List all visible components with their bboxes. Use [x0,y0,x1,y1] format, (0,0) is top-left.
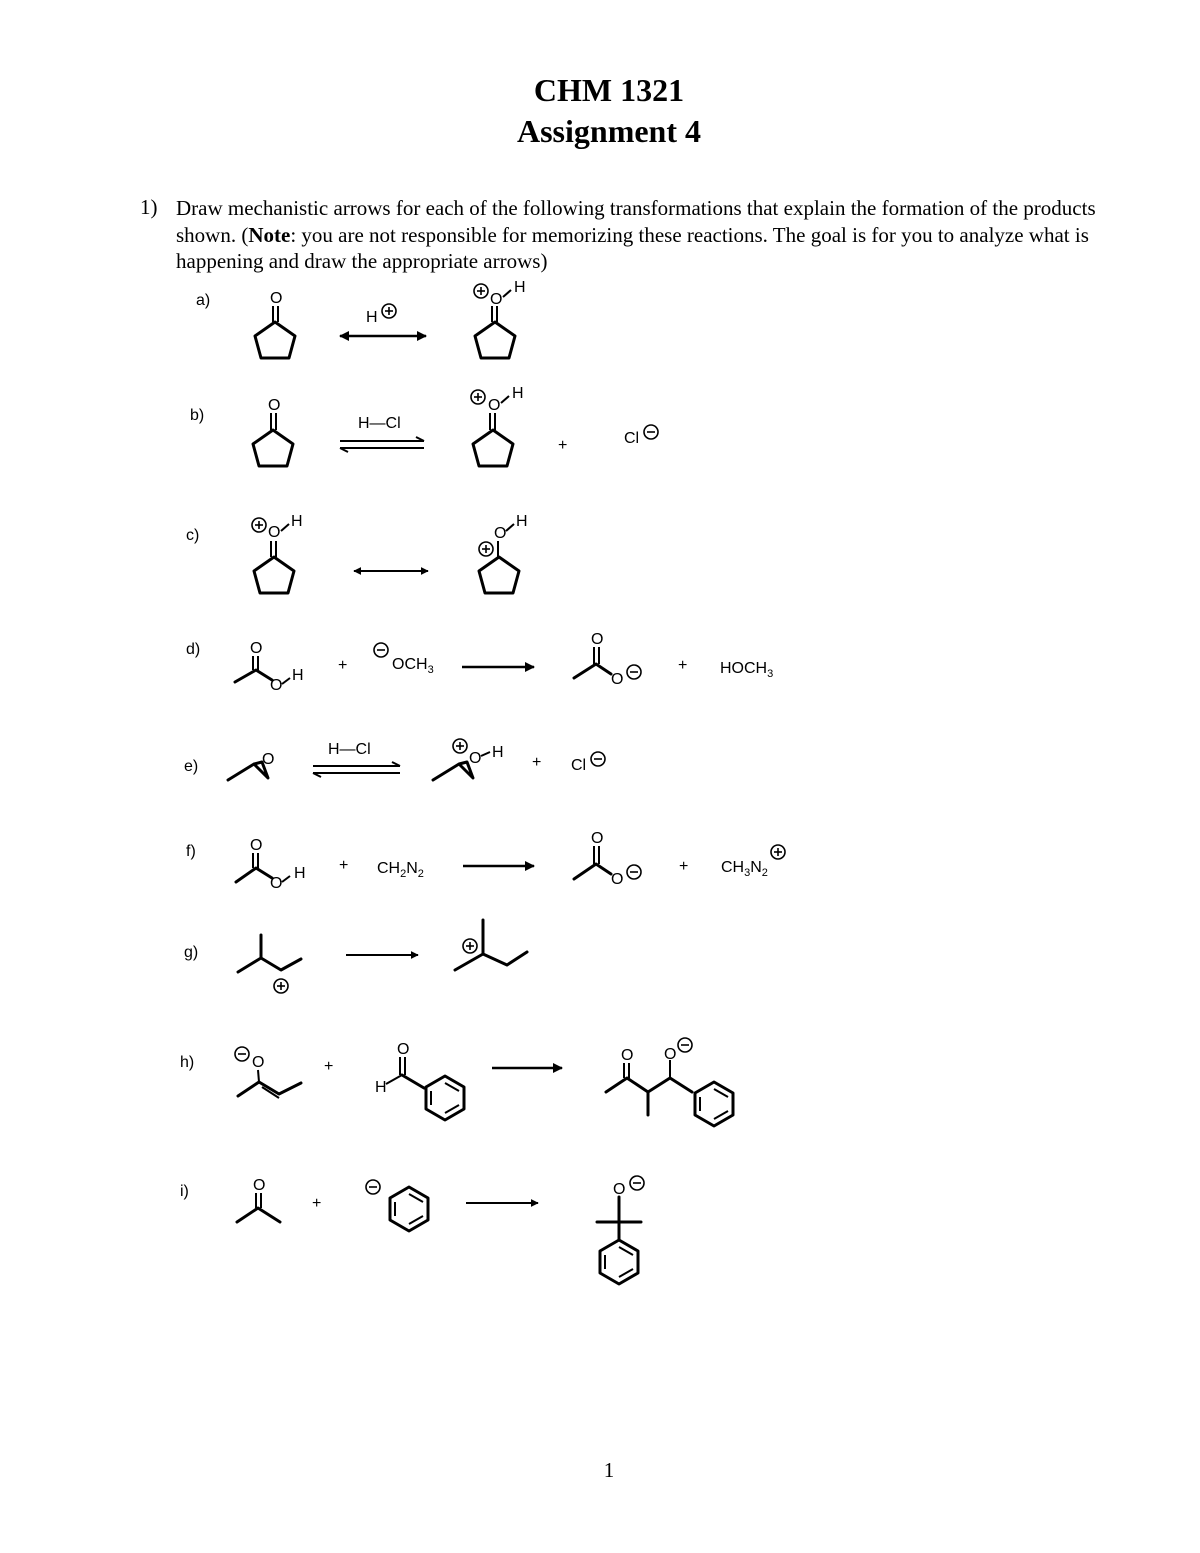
hydrogen-atom: H [492,744,504,761]
chloride-ion: Cl [624,430,640,447]
methoxide: $OCH_3$ [392,656,434,676]
plus-sign: + [678,657,688,674]
hydrogen-atom: H [516,513,528,530]
plus-charge-icon [471,390,485,404]
methyldiazonium: $CH_3N_2$ [721,859,768,879]
minus-charge-icon [366,1180,380,1194]
reaction-e [184,739,605,780]
oxygen-atom: O [591,631,604,648]
note-label: Note [248,222,291,247]
oxygen-atom: O [397,1041,410,1058]
reaction-c [186,513,528,593]
minus-charge-icon [678,1038,692,1052]
reagent-a: H [366,309,378,326]
oxygen-atom: O [250,837,263,854]
diazomethane: $CH_2N_2$ [377,860,424,880]
question-text-end: : you are not responsible for memorizing these reactions. The goal is for you to analyze what is happening and draw the appropriate arrows) [176,222,1089,273]
hydrogen-atom: H [291,513,303,530]
minus-charge-icon [627,865,641,879]
plus-charge-icon [382,304,396,318]
chloride-ion: Cl [571,757,587,774]
hydrogen-atom: H [292,667,304,684]
oxygen-atom: O [613,1181,626,1198]
oxygen-atom: O [262,751,275,768]
plus-sign: + [339,857,349,874]
reaction-i [180,1176,644,1284]
oxygen-atom: O [494,525,507,542]
minus-charge-icon [374,643,388,657]
minus-charge-icon [235,1047,249,1061]
reaction-label-e: e) [184,758,199,775]
oxygen-atom: O [591,830,604,847]
reagent-b: H—Cl [358,415,401,432]
reaction-label-a: a) [196,292,211,309]
reaction-label-c: c) [186,527,200,544]
page-number: 1 [603,1458,615,1482]
oxygen-atom: O [270,677,283,694]
reaction-label-h: h) [180,1054,195,1071]
plus-charge-icon [771,845,785,859]
hydrogen-atom: H [375,1079,387,1096]
reaction-label-f: f) [186,843,196,860]
reaction-a [196,279,526,358]
reaction-h [180,1038,733,1126]
plus-charge-icon [474,284,488,298]
minus-charge-icon [644,425,658,439]
plus-charge-icon [274,979,288,993]
oxygen-atom: O [252,1054,265,1071]
plus-charge-icon [463,939,477,953]
oxygen-atom: O [268,397,281,414]
plus-charge-icon [479,542,493,556]
oxygen-atom: O [621,1047,634,1064]
oxygen-atom: O [253,1177,266,1194]
reaction-d [186,631,773,694]
methanol: $HOCH_3$ [720,660,774,680]
assignment-title: Assignment 4 [516,113,701,149]
minus-charge-icon [630,1176,644,1190]
course-title: CHM 1321 [533,72,685,108]
reaction-label-g: g) [184,944,199,961]
reaction-g [184,920,527,993]
oxygen-atom: O [250,640,263,657]
oxygen-atom: O [490,291,503,308]
plus-charge-icon [453,739,467,753]
question-number: 1) [140,195,158,219]
plus-sign: + [312,1195,322,1212]
oxygen-atom: O [469,750,482,767]
plus-sign: + [338,657,348,674]
plus-sign: + [324,1058,334,1075]
oxygen-atom: O [611,671,624,688]
reaction-label-d: d) [186,641,201,658]
question-text-start: Draw mechanistic arrows for each of the following transformations that explain the formation of the products shown. ( [176,196,1096,247]
hydrogen-atom: H [512,385,524,402]
minus-charge-icon [591,752,605,766]
plus-sign: + [532,754,542,771]
reaction-b [190,385,658,466]
oxygen-atom: O [611,871,624,888]
plus-charge-icon [252,518,266,532]
hydrogen-atom: H [514,279,526,296]
reaction-label-b: b) [190,407,205,424]
oxygen-atom: O [270,875,283,892]
plus-sign: + [679,858,689,875]
reagent-e: H—Cl [328,741,371,758]
oxygen-atom: O [270,290,283,307]
oxygen-atom: O [664,1046,677,1063]
hydrogen-atom: H [294,865,306,882]
minus-charge-icon [627,665,641,679]
oxygen-atom: O [488,397,501,414]
reaction-f [186,830,785,892]
reaction-label-i: i) [180,1183,189,1200]
oxygen-atom: O [268,524,281,541]
plus-sign: + [558,437,568,454]
